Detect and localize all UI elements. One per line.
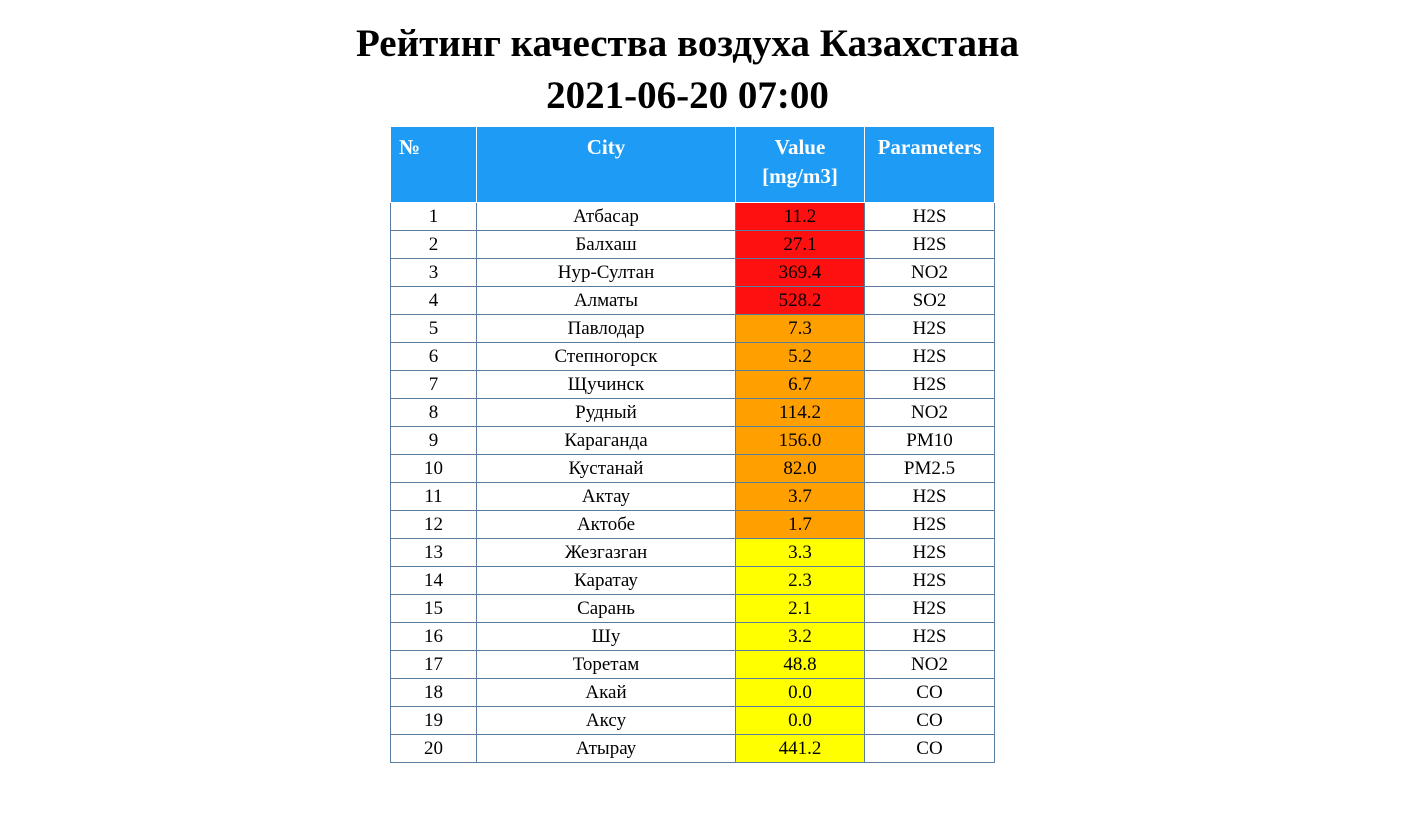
- row-city-cell: Каратау: [477, 567, 736, 595]
- table-row: [391, 203, 995, 231]
- air-quality-table: [390, 126, 995, 763]
- row-parameter-cell: SO2: [865, 287, 995, 315]
- row-value-cell: 2.3: [736, 567, 865, 595]
- row-value-cell: 3.7: [736, 483, 865, 511]
- row-value-cell: 48.8: [736, 651, 865, 679]
- row-value-cell: 369.4: [736, 259, 865, 287]
- row-parameter-cell: NO2: [865, 259, 995, 287]
- table-row: [391, 567, 995, 595]
- row-city-cell: Аксу: [477, 707, 736, 735]
- row-parameter-cell: NO2: [865, 399, 995, 427]
- row-value-cell: 27.1: [736, 231, 865, 259]
- row-value-cell: 1.7: [736, 511, 865, 539]
- row-num-cell: 13: [391, 539, 477, 567]
- row-num-cell: 18: [391, 679, 477, 707]
- header-num: №: [391, 127, 477, 203]
- row-city-cell: Торетам: [477, 651, 736, 679]
- row-value-cell: 11.2: [736, 203, 865, 231]
- row-parameter-cell: H2S: [865, 231, 995, 259]
- row-parameter-cell: CO: [865, 735, 995, 763]
- row-value-cell: 3.3: [736, 539, 865, 567]
- table-row: [391, 707, 995, 735]
- row-city-cell: Сарань: [477, 595, 736, 623]
- row-num-cell: 3: [391, 259, 477, 287]
- row-num-cell: 11: [391, 483, 477, 511]
- row-num-cell: 7: [391, 371, 477, 399]
- row-parameter-cell: H2S: [865, 371, 995, 399]
- table-row: [391, 371, 995, 399]
- table-row: [391, 427, 995, 455]
- row-parameter-cell: CO: [865, 679, 995, 707]
- row-value-cell: 0.0: [736, 679, 865, 707]
- header-value: [736, 127, 865, 203]
- row-city-cell: Шу: [477, 623, 736, 651]
- row-num-cell: 16: [391, 623, 477, 651]
- row-num-cell: 6: [391, 343, 477, 371]
- row-num-cell: 4: [391, 287, 477, 315]
- row-city-cell: Балхаш: [477, 231, 736, 259]
- row-value-cell: 2.1: [736, 595, 865, 623]
- row-value-cell: 5.2: [736, 343, 865, 371]
- table-body: [391, 203, 995, 763]
- row-num-cell: 1: [391, 203, 477, 231]
- table-row: [391, 259, 995, 287]
- header-value-unit: [mg/m3]: [762, 164, 838, 188]
- row-num-cell: 19: [391, 707, 477, 735]
- row-city-cell: Караганда: [477, 427, 736, 455]
- header-value-label: Value: [774, 135, 826, 159]
- row-value-cell: 528.2: [736, 287, 865, 315]
- table-row: [391, 231, 995, 259]
- table-row: [391, 315, 995, 343]
- table-row: [391, 623, 995, 651]
- row-value-cell: 6.7: [736, 371, 865, 399]
- table-row: [391, 595, 995, 623]
- row-num-cell: 17: [391, 651, 477, 679]
- table-row: [391, 287, 995, 315]
- row-city-cell: Степногорск: [477, 343, 736, 371]
- row-num-cell: 8: [391, 399, 477, 427]
- row-num-cell: 20: [391, 735, 477, 763]
- row-value-cell: 0.0: [736, 707, 865, 735]
- row-city-cell: Акай: [477, 679, 736, 707]
- row-parameter-cell: H2S: [865, 567, 995, 595]
- table-row: [391, 343, 995, 371]
- row-num-cell: 12: [391, 511, 477, 539]
- title-heading: Рейтинг качества воздуха Казахстана: [356, 22, 1019, 65]
- row-parameter-cell: H2S: [865, 343, 995, 371]
- row-city-cell: Павлодар: [477, 315, 736, 343]
- page-title: [0, 18, 1375, 122]
- row-city-cell: Кустанай: [477, 455, 736, 483]
- table-row: [391, 679, 995, 707]
- row-city-cell: Рудный: [477, 399, 736, 427]
- row-parameter-cell: CO: [865, 707, 995, 735]
- row-parameter-cell: PM2.5: [865, 455, 995, 483]
- row-parameter-cell: H2S: [865, 203, 995, 231]
- row-parameter-cell: H2S: [865, 315, 995, 343]
- row-num-cell: 14: [391, 567, 477, 595]
- row-city-cell: Жезгазган: [477, 539, 736, 567]
- table-header: [391, 127, 995, 203]
- title-datetime: 2021-06-20 07:00: [546, 74, 829, 117]
- table-row: [391, 735, 995, 763]
- row-parameter-cell: H2S: [865, 483, 995, 511]
- row-value-cell: 3.2: [736, 623, 865, 651]
- row-value-cell: 441.2: [736, 735, 865, 763]
- row-city-cell: Актобе: [477, 511, 736, 539]
- row-parameter-cell: H2S: [865, 623, 995, 651]
- row-num-cell: 9: [391, 427, 477, 455]
- row-value-cell: 156.0: [736, 427, 865, 455]
- row-parameter-cell: H2S: [865, 595, 995, 623]
- row-parameter-cell: PM10: [865, 427, 995, 455]
- table-row: [391, 539, 995, 567]
- row-city-cell: Актау: [477, 483, 736, 511]
- row-num-cell: 15: [391, 595, 477, 623]
- table-row: [391, 399, 995, 427]
- header-row: [391, 127, 995, 203]
- row-num-cell: 5: [391, 315, 477, 343]
- row-city-cell: Атбасар: [477, 203, 736, 231]
- row-value-cell: 7.3: [736, 315, 865, 343]
- row-num-cell: 2: [391, 231, 477, 259]
- row-parameter-cell: H2S: [865, 539, 995, 567]
- row-parameter-cell: NO2: [865, 651, 995, 679]
- row-num-cell: 10: [391, 455, 477, 483]
- row-city-cell: Нур-Султан: [477, 259, 736, 287]
- row-city-cell: Щучинск: [477, 371, 736, 399]
- row-value-cell: 114.2: [736, 399, 865, 427]
- header-parameters: Parameters: [865, 127, 995, 203]
- row-city-cell: Алматы: [477, 287, 736, 315]
- header-city: City: [477, 127, 736, 203]
- table-row: [391, 483, 995, 511]
- row-value-cell: 82.0: [736, 455, 865, 483]
- table-row: [391, 651, 995, 679]
- row-parameter-cell: H2S: [865, 511, 995, 539]
- table-row: [391, 455, 995, 483]
- row-city-cell: Атырау: [477, 735, 736, 763]
- table-row: [391, 511, 995, 539]
